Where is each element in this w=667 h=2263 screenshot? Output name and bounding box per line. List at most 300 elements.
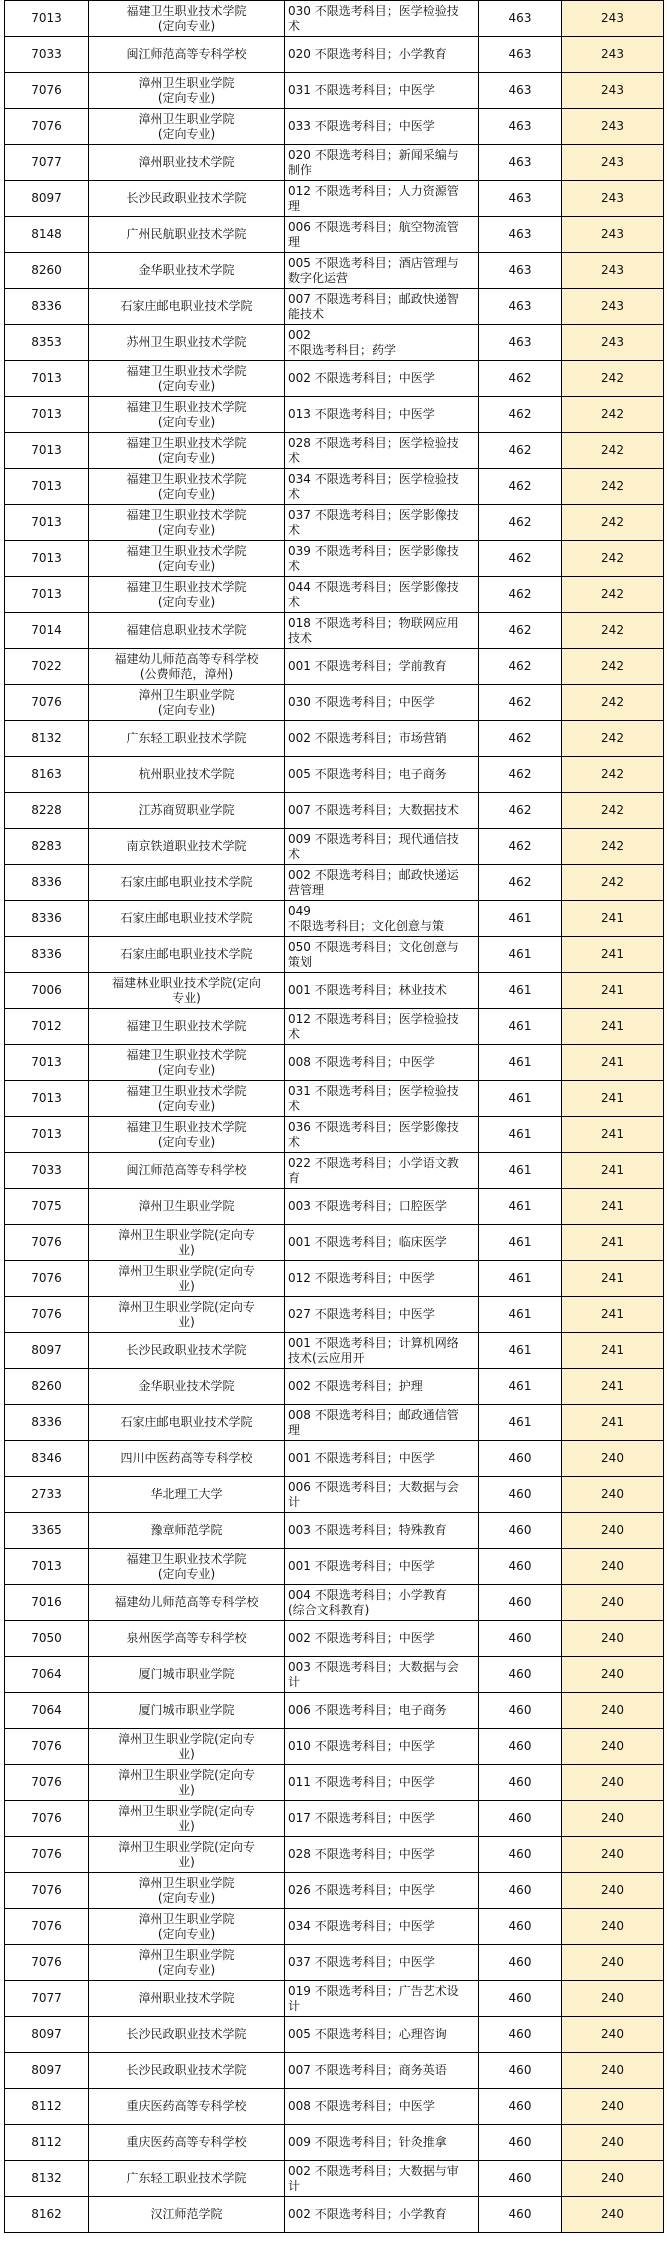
institution-code-cell: 8112 bbox=[5, 2125, 89, 2161]
major-group-cell: 049 不限选考科目；文化创意与策 bbox=[285, 901, 479, 937]
institution-name-cell: 漳州卫生职业学院 (定向专业) bbox=[89, 109, 285, 145]
institution-code-cell: 8353 bbox=[5, 325, 89, 361]
score-line-cell: 242 bbox=[562, 613, 664, 649]
table-row bbox=[5, 721, 664, 757]
table-row bbox=[5, 1, 664, 37]
institution-name-cell: 福建幼儿师范高等专科学校 (公费师范，漳州) bbox=[89, 649, 285, 685]
score-cell: 460 bbox=[479, 2197, 562, 2233]
major-group-cell: 034 不限选考科目；医学检验技 术 bbox=[285, 469, 479, 505]
institution-code-cell: 7064 bbox=[5, 1693, 89, 1729]
major-group-cell: 020 不限选考科目；小学教育 bbox=[285, 37, 479, 73]
institution-name-cell: 广州民航职业技术学院 bbox=[89, 217, 285, 253]
major-group-cell: 019 不限选考科目；广告艺术设 计 bbox=[285, 1981, 479, 2017]
institution-name-cell: 泉州医学高等专科学校 bbox=[89, 1621, 285, 1657]
major-group-cell: 002 不限选考科目；护理 bbox=[285, 1369, 479, 1405]
institution-name-cell: 漳州卫生职业学院 (定向专业) bbox=[89, 1945, 285, 1981]
score-cell: 460 bbox=[479, 1441, 562, 1477]
institution-name-cell: 漳州卫生职业学院(定向专 业) bbox=[89, 1225, 285, 1261]
institution-code-cell: 7013 bbox=[5, 361, 89, 397]
institution-name-cell: 长沙民政职业技术学院 bbox=[89, 2053, 285, 2089]
institution-name-cell: 厦门城市职业学院 bbox=[89, 1693, 285, 1729]
table-row bbox=[5, 1153, 664, 1189]
score-cell: 460 bbox=[479, 1837, 562, 1873]
score-cell: 462 bbox=[479, 649, 562, 685]
institution-name-cell: 豫章师范学院 bbox=[89, 1513, 285, 1549]
score-line-cell: 242 bbox=[562, 649, 664, 685]
major-group-cell: 031 不限选考科目；中医学 bbox=[285, 73, 479, 109]
score-cell: 460 bbox=[479, 1657, 562, 1693]
institution-code-cell: 7064 bbox=[5, 1657, 89, 1693]
score-line-cell: 241 bbox=[562, 1009, 664, 1045]
score-cell: 462 bbox=[479, 541, 562, 577]
institution-code-cell: 8336 bbox=[5, 937, 89, 973]
institution-code-cell: 7077 bbox=[5, 145, 89, 181]
major-group-cell: 002 不限选考科目；中医学 bbox=[285, 361, 479, 397]
institution-name-cell: 江苏商贸职业学院 bbox=[89, 793, 285, 829]
institution-name-cell: 长沙民政职业技术学院 bbox=[89, 2017, 285, 2053]
institution-name-cell: 漳州卫生职业学院(定向专 业) bbox=[89, 1765, 285, 1801]
institution-code-cell: 2733 bbox=[5, 1477, 89, 1513]
table-row bbox=[5, 1621, 664, 1657]
score-line-cell: 240 bbox=[562, 1657, 664, 1693]
score-line-cell: 242 bbox=[562, 397, 664, 433]
major-group-cell: 006 不限选考科目；电子商务 bbox=[285, 1693, 479, 1729]
score-cell: 462 bbox=[479, 397, 562, 433]
institution-name-cell: 长沙民政职业技术学院 bbox=[89, 1333, 285, 1369]
institution-code-cell: 7076 bbox=[5, 1837, 89, 1873]
institution-name-cell: 福建卫生职业技术学院 (定向专业) bbox=[89, 1045, 285, 1081]
table-row bbox=[5, 145, 664, 181]
score-line-cell: 242 bbox=[562, 865, 664, 901]
score-line-cell: 241 bbox=[562, 1333, 664, 1369]
institution-code-cell: 8260 bbox=[5, 253, 89, 289]
score-cell: 460 bbox=[479, 1909, 562, 1945]
score-line-cell: 243 bbox=[562, 73, 664, 109]
major-group-cell: 044 不限选考科目；医学影像技 术 bbox=[285, 577, 479, 613]
institution-name-cell: 福建林业职业技术学院(定向 专业) bbox=[89, 973, 285, 1009]
institution-name-cell: 闽江师范高等专科学校 bbox=[89, 37, 285, 73]
institution-code-cell: 7077 bbox=[5, 1981, 89, 2017]
major-group-cell: 027 不限选考科目；中医学 bbox=[285, 1297, 479, 1333]
institution-name-cell: 石家庄邮电职业技术学院 bbox=[89, 937, 285, 973]
score-cell: 463 bbox=[479, 1, 562, 37]
table-row bbox=[5, 577, 664, 613]
table-row bbox=[5, 793, 664, 829]
score-line-cell: 242 bbox=[562, 469, 664, 505]
score-line-cell: 242 bbox=[562, 793, 664, 829]
score-line-cell: 242 bbox=[562, 433, 664, 469]
score-cell: 460 bbox=[479, 1477, 562, 1513]
table-row bbox=[5, 1261, 664, 1297]
major-group-cell: 002 不限选考科目；市场营销 bbox=[285, 721, 479, 757]
score-line-cell: 240 bbox=[562, 1549, 664, 1585]
score-line-cell: 241 bbox=[562, 1369, 664, 1405]
institution-code-cell: 8162 bbox=[5, 2197, 89, 2233]
major-group-cell: 009 不限选考科目；针灸推拿 bbox=[285, 2125, 479, 2161]
table-row bbox=[5, 1297, 664, 1333]
score-line-cell: 241 bbox=[562, 1189, 664, 1225]
major-group-cell: 001 不限选考科目；中医学 bbox=[285, 1441, 479, 1477]
institution-code-cell: 7013 bbox=[5, 541, 89, 577]
major-group-cell: 033 不限选考科目；中医学 bbox=[285, 109, 479, 145]
score-cell: 460 bbox=[479, 1513, 562, 1549]
table-row bbox=[5, 2089, 664, 2125]
table-row bbox=[5, 73, 664, 109]
institution-name-cell: 福建卫生职业技术学院 (定向专业) bbox=[89, 469, 285, 505]
major-group-cell: 028 不限选考科目；中医学 bbox=[285, 1837, 479, 1873]
major-group-cell: 003 不限选考科目；大数据与会 计 bbox=[285, 1657, 479, 1693]
major-group-cell: 005 不限选考科目；酒店管理与 数字化运营 bbox=[285, 253, 479, 289]
table-row bbox=[5, 1441, 664, 1477]
institution-name-cell: 漳州卫生职业学院(定向专 业) bbox=[89, 1801, 285, 1837]
institution-name-cell: 漳州卫生职业学院 (定向专业) bbox=[89, 685, 285, 721]
institution-name-cell: 福建卫生职业技术学院 (定向专业) bbox=[89, 505, 285, 541]
institution-code-cell: 7016 bbox=[5, 1585, 89, 1621]
institution-name-cell: 福建幼儿师范高等专科学校 bbox=[89, 1585, 285, 1621]
score-line-cell: 241 bbox=[562, 1153, 664, 1189]
major-group-cell: 012 不限选考科目；医学检验技 术 bbox=[285, 1009, 479, 1045]
institution-code-cell: 7013 bbox=[5, 577, 89, 613]
table-row bbox=[5, 469, 664, 505]
table-row bbox=[5, 1909, 664, 1945]
score-line-cell: 241 bbox=[562, 937, 664, 973]
institution-code-cell: 8283 bbox=[5, 829, 89, 865]
score-cell: 463 bbox=[479, 37, 562, 73]
table-row bbox=[5, 2053, 664, 2089]
score-line-cell: 242 bbox=[562, 505, 664, 541]
score-cell: 460 bbox=[479, 1981, 562, 2017]
institution-name-cell: 苏州卫生职业技术学院 bbox=[89, 325, 285, 361]
institution-code-cell: 7076 bbox=[5, 1297, 89, 1333]
institution-code-cell: 7022 bbox=[5, 649, 89, 685]
table-row bbox=[5, 937, 664, 973]
institution-code-cell: 7014 bbox=[5, 613, 89, 649]
major-group-cell: 028 不限选考科目；医学检验技 术 bbox=[285, 433, 479, 469]
institution-name-cell: 汉江师范学院 bbox=[89, 2197, 285, 2233]
institution-name-cell: 福建卫生职业技术学院 (定向专业) bbox=[89, 577, 285, 613]
score-cell: 460 bbox=[479, 1693, 562, 1729]
score-line-cell: 242 bbox=[562, 829, 664, 865]
institution-code-cell: 7076 bbox=[5, 1945, 89, 1981]
score-line-cell: 243 bbox=[562, 253, 664, 289]
score-line-cell: 240 bbox=[562, 2089, 664, 2125]
table-row bbox=[5, 1585, 664, 1621]
institution-name-cell: 石家庄邮电职业技术学院 bbox=[89, 1405, 285, 1441]
table-row bbox=[5, 37, 664, 73]
major-group-cell: 003 不限选考科目；口腔医学 bbox=[285, 1189, 479, 1225]
score-cell: 461 bbox=[479, 973, 562, 1009]
score-cell: 461 bbox=[479, 1297, 562, 1333]
table-row bbox=[5, 1729, 664, 1765]
table-row bbox=[5, 1693, 664, 1729]
score-cell: 461 bbox=[479, 901, 562, 937]
score-cell: 461 bbox=[479, 1333, 562, 1369]
score-cell: 461 bbox=[479, 1261, 562, 1297]
score-line-cell: 241 bbox=[562, 1045, 664, 1081]
major-group-cell: 034 不限选考科目；中医学 bbox=[285, 1909, 479, 1945]
major-group-cell: 006 不限选考科目；航空物流管 理 bbox=[285, 217, 479, 253]
institution-code-cell: 7013 bbox=[5, 1117, 89, 1153]
major-group-cell: 008 不限选考科目；中医学 bbox=[285, 2089, 479, 2125]
score-line-cell: 242 bbox=[562, 721, 664, 757]
institution-code-cell: 7076 bbox=[5, 1765, 89, 1801]
score-cell: 461 bbox=[479, 1225, 562, 1261]
institution-code-cell: 8097 bbox=[5, 2053, 89, 2089]
institution-code-cell: 7076 bbox=[5, 685, 89, 721]
table-row bbox=[5, 649, 664, 685]
score-cell: 463 bbox=[479, 145, 562, 181]
table-row bbox=[5, 973, 664, 1009]
score-cell: 462 bbox=[479, 685, 562, 721]
table-row bbox=[5, 1369, 664, 1405]
institution-name-cell: 漳州卫生职业学院 (定向专业) bbox=[89, 73, 285, 109]
score-cell: 462 bbox=[479, 793, 562, 829]
score-line-cell: 243 bbox=[562, 145, 664, 181]
score-cell: 460 bbox=[479, 2161, 562, 2197]
score-line-cell: 241 bbox=[562, 1261, 664, 1297]
score-cell: 461 bbox=[479, 1009, 562, 1045]
table-row bbox=[5, 685, 664, 721]
score-cell: 460 bbox=[479, 1801, 562, 1837]
institution-code-cell: 8112 bbox=[5, 2089, 89, 2125]
institution-code-cell: 8097 bbox=[5, 181, 89, 217]
table-row bbox=[5, 2161, 664, 2197]
major-group-cell: 009 不限选考科目；现代通信技 术 bbox=[285, 829, 479, 865]
table-row bbox=[5, 1189, 664, 1225]
score-cell: 463 bbox=[479, 109, 562, 145]
score-line-cell: 240 bbox=[562, 1801, 664, 1837]
institution-name-cell: 厦门城市职业学院 bbox=[89, 1657, 285, 1693]
major-group-cell: 002 不限选考科目；小学教育 bbox=[285, 2197, 479, 2233]
table-row bbox=[5, 217, 664, 253]
institution-name-cell: 福建卫生职业技术学院 (定向专业) bbox=[89, 1549, 285, 1585]
score-line-cell: 242 bbox=[562, 541, 664, 577]
table-row bbox=[5, 829, 664, 865]
institution-name-cell: 福建卫生职业技术学院 bbox=[89, 1009, 285, 1045]
major-group-cell: 020 不限选考科目；新闻采编与 制作 bbox=[285, 145, 479, 181]
table-row bbox=[5, 1081, 664, 1117]
major-group-cell: 002 不限选考科目；中医学 bbox=[285, 1621, 479, 1657]
institution-name-cell: 四川中医药高等专科学校 bbox=[89, 1441, 285, 1477]
score-cell: 460 bbox=[479, 1729, 562, 1765]
score-line-cell: 241 bbox=[562, 1225, 664, 1261]
score-line-cell: 243 bbox=[562, 181, 664, 217]
score-cell: 460 bbox=[479, 1549, 562, 1585]
score-line-cell: 243 bbox=[562, 289, 664, 325]
institution-name-cell: 长沙民政职业技术学院 bbox=[89, 181, 285, 217]
institution-name-cell: 漳州卫生职业学院 bbox=[89, 1189, 285, 1225]
institution-name-cell: 福建卫生职业技术学院 (定向专业) bbox=[89, 541, 285, 577]
score-line-cell: 240 bbox=[562, 2197, 664, 2233]
score-cell: 462 bbox=[479, 721, 562, 757]
institution-name-cell: 石家庄邮电职业技术学院 bbox=[89, 865, 285, 901]
institution-name-cell: 重庆医药高等专科学校 bbox=[89, 2089, 285, 2125]
score-cell: 460 bbox=[479, 1585, 562, 1621]
score-cell: 463 bbox=[479, 73, 562, 109]
institution-code-cell: 7050 bbox=[5, 1621, 89, 1657]
table-row bbox=[5, 2125, 664, 2161]
score-cell: 461 bbox=[479, 1081, 562, 1117]
institution-code-cell: 7033 bbox=[5, 1153, 89, 1189]
institution-name-cell: 广东轻工职业技术学院 bbox=[89, 2161, 285, 2197]
major-group-cell: 001 不限选考科目；林业技术 bbox=[285, 973, 479, 1009]
major-group-cell: 010 不限选考科目；中医学 bbox=[285, 1729, 479, 1765]
institution-code-cell: 8336 bbox=[5, 901, 89, 937]
table-row bbox=[5, 541, 664, 577]
score-cell: 460 bbox=[479, 2089, 562, 2125]
institution-name-cell: 漳州职业技术学院 bbox=[89, 145, 285, 181]
score-line-cell: 240 bbox=[562, 1441, 664, 1477]
score-cell: 463 bbox=[479, 217, 562, 253]
institution-code-cell: 7013 bbox=[5, 1081, 89, 1117]
score-cell: 462 bbox=[479, 469, 562, 505]
major-group-cell: 011 不限选考科目；中医学 bbox=[285, 1765, 479, 1801]
institution-name-cell: 漳州职业技术学院 bbox=[89, 1981, 285, 2017]
score-line-cell: 241 bbox=[562, 901, 664, 937]
score-cell: 460 bbox=[479, 2125, 562, 2161]
score-cell: 463 bbox=[479, 325, 562, 361]
score-line-cell: 240 bbox=[562, 1981, 664, 2017]
institution-name-cell: 福建卫生职业技术学院 (定向专业) bbox=[89, 433, 285, 469]
institution-code-cell: 8148 bbox=[5, 217, 89, 253]
table-row bbox=[5, 397, 664, 433]
score-line-cell: 241 bbox=[562, 1081, 664, 1117]
major-group-cell: 007 不限选考科目；商务英语 bbox=[285, 2053, 479, 2089]
major-group-cell: 001 不限选考科目；计算机网络 技术(云应用开 bbox=[285, 1333, 479, 1369]
institution-code-cell: 7013 bbox=[5, 469, 89, 505]
major-group-cell: 022 不限选考科目；小学语文教 育 bbox=[285, 1153, 479, 1189]
score-cell: 462 bbox=[479, 829, 562, 865]
institution-name-cell: 漳州卫生职业学院 (定向专业) bbox=[89, 1909, 285, 1945]
institution-code-cell: 7075 bbox=[5, 1189, 89, 1225]
institution-code-cell: 8097 bbox=[5, 1333, 89, 1369]
score-cell: 462 bbox=[479, 613, 562, 649]
institution-name-cell: 漳州卫生职业学院(定向专 业) bbox=[89, 1837, 285, 1873]
score-line-cell: 240 bbox=[562, 1693, 664, 1729]
table-row bbox=[5, 1549, 664, 1585]
institution-code-cell: 7013 bbox=[5, 1, 89, 37]
institution-code-cell: 7013 bbox=[5, 1045, 89, 1081]
institution-code-cell: 8260 bbox=[5, 1369, 89, 1405]
score-cell: 460 bbox=[479, 1621, 562, 1657]
major-group-cell: 008 不限选考科目；中医学 bbox=[285, 1045, 479, 1081]
table-row bbox=[5, 2197, 664, 2233]
institution-name-cell: 漳州卫生职业学院(定向专 业) bbox=[89, 1297, 285, 1333]
institution-name-cell: 福建卫生职业技术学院 (定向专业) bbox=[89, 1117, 285, 1153]
score-cell: 461 bbox=[479, 1117, 562, 1153]
institution-code-cell: 8132 bbox=[5, 2161, 89, 2197]
score-cell: 461 bbox=[479, 1189, 562, 1225]
institution-code-cell: 8336 bbox=[5, 865, 89, 901]
institution-code-cell: 7076 bbox=[5, 73, 89, 109]
table-row bbox=[5, 325, 664, 361]
major-group-cell: 001 不限选考科目；中医学 bbox=[285, 1549, 479, 1585]
score-line-cell: 240 bbox=[562, 1873, 664, 1909]
score-line-cell: 243 bbox=[562, 1, 664, 37]
score-cell: 463 bbox=[479, 181, 562, 217]
institution-name-cell: 福建卫生职业技术学院 (定向专业) bbox=[89, 1, 285, 37]
major-group-cell: 030 不限选考科目；医学检验技 术 bbox=[285, 1, 479, 37]
institution-code-cell: 8163 bbox=[5, 757, 89, 793]
score-line-cell: 240 bbox=[562, 1513, 664, 1549]
score-cell: 461 bbox=[479, 937, 562, 973]
score-line-cell: 240 bbox=[562, 2125, 664, 2161]
table-row bbox=[5, 1657, 664, 1693]
institution-name-cell: 石家庄邮电职业技术学院 bbox=[89, 901, 285, 937]
major-group-cell: 037 不限选考科目；中医学 bbox=[285, 1945, 479, 1981]
score-line-cell: 240 bbox=[562, 1945, 664, 1981]
score-cell: 460 bbox=[479, 2017, 562, 2053]
score-cell: 462 bbox=[479, 577, 562, 613]
major-group-cell: 007 不限选考科目；邮政快递智 能技术 bbox=[285, 289, 479, 325]
admission-score-table bbox=[4, 0, 664, 2233]
institution-code-cell: 7013 bbox=[5, 397, 89, 433]
major-group-cell: 012 不限选考科目；中医学 bbox=[285, 1261, 479, 1297]
score-line-cell: 243 bbox=[562, 217, 664, 253]
institution-name-cell: 南京铁道职业技术学院 bbox=[89, 829, 285, 865]
score-cell: 460 bbox=[479, 2053, 562, 2089]
table-row bbox=[5, 1837, 664, 1873]
major-group-cell: 002 不限选考科目；大数据与审 计 bbox=[285, 2161, 479, 2197]
table-row bbox=[5, 613, 664, 649]
institution-code-cell: 7013 bbox=[5, 505, 89, 541]
institution-code-cell: 7076 bbox=[5, 1261, 89, 1297]
institution-code-cell: 8336 bbox=[5, 1405, 89, 1441]
major-group-cell: 005 不限选考科目；心理咨询 bbox=[285, 2017, 479, 2053]
institution-code-cell: 8228 bbox=[5, 793, 89, 829]
table-row bbox=[5, 1765, 664, 1801]
score-line-cell: 243 bbox=[562, 325, 664, 361]
institution-name-cell: 福建卫生职业技术学院 (定向专业) bbox=[89, 397, 285, 433]
table-row bbox=[5, 2017, 664, 2053]
major-group-cell: 001 不限选考科目；临床医学 bbox=[285, 1225, 479, 1261]
institution-code-cell: 7076 bbox=[5, 1801, 89, 1837]
institution-name-cell: 杭州职业技术学院 bbox=[89, 757, 285, 793]
score-line-cell: 240 bbox=[562, 1729, 664, 1765]
institution-name-cell: 漳州卫生职业学院(定向专 业) bbox=[89, 1261, 285, 1297]
score-cell: 462 bbox=[479, 505, 562, 541]
table-row bbox=[5, 865, 664, 901]
table-row bbox=[5, 757, 664, 793]
institution-name-cell: 福建信息职业技术学院 bbox=[89, 613, 285, 649]
institution-name-cell: 漳州卫生职业学院(定向专 业) bbox=[89, 1729, 285, 1765]
institution-name-cell: 重庆医药高等专科学校 bbox=[89, 2125, 285, 2161]
table-row bbox=[5, 1873, 664, 1909]
table-row bbox=[5, 1945, 664, 1981]
score-line-cell: 240 bbox=[562, 1477, 664, 1513]
score-cell: 461 bbox=[479, 1153, 562, 1189]
table-row bbox=[5, 253, 664, 289]
major-group-cell: 030 不限选考科目；中医学 bbox=[285, 685, 479, 721]
institution-code-cell: 7033 bbox=[5, 37, 89, 73]
score-line-cell: 241 bbox=[562, 973, 664, 1009]
score-cell: 460 bbox=[479, 1945, 562, 1981]
score-cell: 461 bbox=[479, 1405, 562, 1441]
institution-name-cell: 福建卫生职业技术学院 (定向专业) bbox=[89, 1081, 285, 1117]
institution-code-cell: 7013 bbox=[5, 433, 89, 469]
major-group-cell: 001 不限选考科目；学前教育 bbox=[285, 649, 479, 685]
institution-code-cell: 8336 bbox=[5, 289, 89, 325]
table-row bbox=[5, 1045, 664, 1081]
score-line-cell: 240 bbox=[562, 2161, 664, 2197]
table-row bbox=[5, 1009, 664, 1045]
institution-code-cell: 7012 bbox=[5, 1009, 89, 1045]
institution-name-cell: 华北理工大学 bbox=[89, 1477, 285, 1513]
table-row bbox=[5, 1981, 664, 2017]
institution-code-cell: 8097 bbox=[5, 2017, 89, 2053]
institution-name-cell: 福建卫生职业技术学院 (定向专业) bbox=[89, 361, 285, 397]
score-line-cell: 240 bbox=[562, 1837, 664, 1873]
